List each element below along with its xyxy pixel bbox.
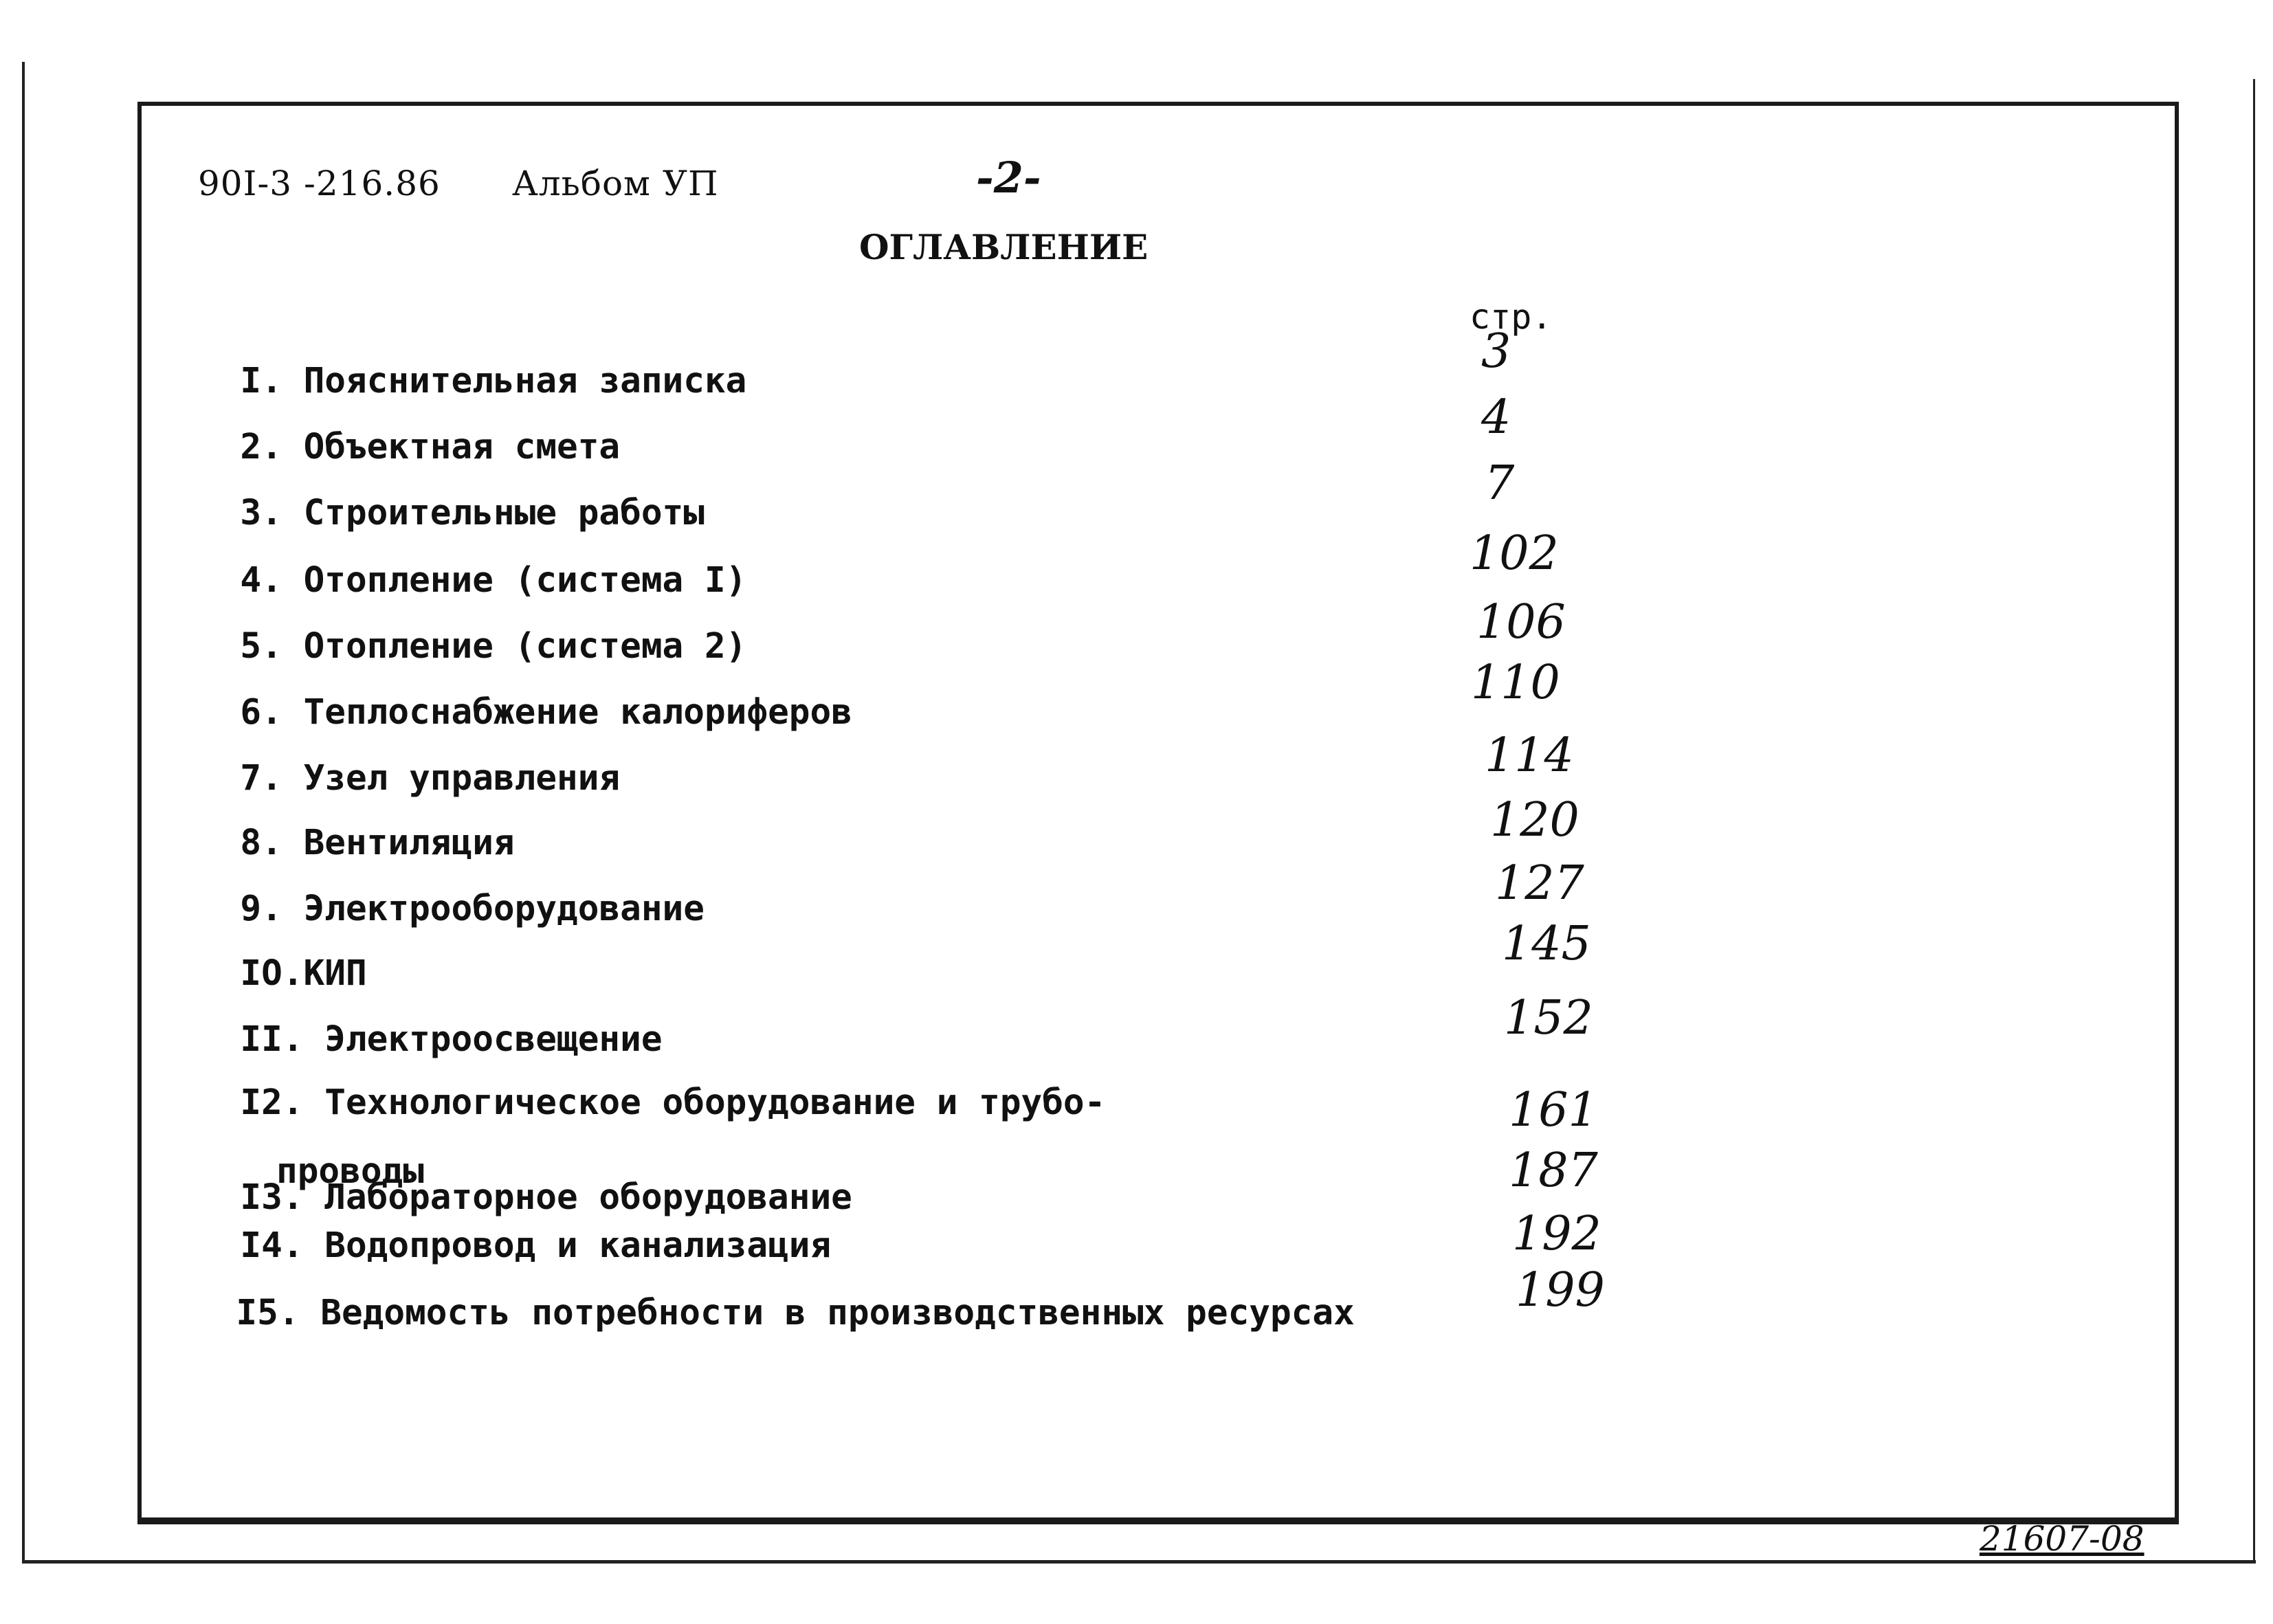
- entry-number: I.: [240, 361, 282, 401]
- entry-title: Пояснительная записка: [303, 361, 747, 401]
- entry-title: Объектная смета: [303, 427, 621, 467]
- entry-number: I3.: [240, 1177, 304, 1218]
- toc-title: ОГЛАВЛЕНИЕ: [859, 227, 1149, 267]
- entry-title: КИП: [303, 953, 367, 994]
- entry-page: 187: [1509, 1144, 1598, 1198]
- entry-title: Строительные работы: [303, 493, 705, 533]
- entry-page: 102: [1470, 526, 1559, 581]
- entry-title: Лабораторное оборудование: [324, 1177, 852, 1218]
- entry-number: 5.: [240, 626, 282, 667]
- entry-number: 4.: [240, 560, 282, 601]
- entry-page: 192: [1512, 1207, 1601, 1261]
- entry-number: IO.: [240, 953, 304, 994]
- page-number: -2-: [976, 153, 1041, 203]
- entry-number: I2.: [240, 1082, 304, 1123]
- entry-number: 3.: [240, 493, 282, 533]
- toc-entry: [198, 922, 367, 994]
- toc-entry: [198, 462, 705, 531]
- entry-number: 2.: [240, 427, 282, 467]
- entry-page: 161: [1509, 1083, 1598, 1137]
- toc-entry: [198, 988, 663, 1060]
- entry-number: 9.: [240, 889, 282, 929]
- entry-page: 114: [1485, 728, 1574, 783]
- entry-title: Технологическое оборудование и трубо-: [324, 1082, 1106, 1123]
- toc-entry: [198, 792, 515, 863]
- entry-title: Электрооборудование: [303, 889, 705, 929]
- entry-title: Электроосвещение: [324, 1019, 663, 1060]
- entry-number: I5.: [236, 1293, 300, 1333]
- entry-number: I4.: [240, 1225, 304, 1266]
- entry-page: 120: [1490, 793, 1579, 847]
- entry-page: 127: [1495, 856, 1584, 911]
- entry-page: 106: [1476, 595, 1566, 649]
- entry-page: 4: [1481, 390, 1511, 445]
- entry-title: Ведомость потребности в производственных ресурсах: [320, 1293, 1355, 1333]
- page-column-label: стр.: [1470, 297, 1553, 337]
- toc-entry: [198, 858, 705, 929]
- entry-title: Теплоснабжение калориферов: [303, 692, 852, 733]
- entry-number: II.: [240, 1019, 304, 1060]
- entry-number: 8.: [240, 823, 282, 863]
- toc-entry: [198, 661, 852, 733]
- entry-number: 6.: [240, 692, 282, 733]
- toc-entry: [198, 595, 747, 667]
- entry-title: Отопление (система 2): [303, 626, 747, 667]
- entry-page: 7: [1485, 456, 1515, 511]
- sheet-left-edge: [22, 62, 25, 1564]
- entry-title: Вентиляция: [303, 823, 515, 863]
- entry-title: Отопление (система I): [303, 560, 747, 601]
- entry-page: 3: [1481, 324, 1511, 379]
- entry-title: Водопровод и канализация: [324, 1225, 832, 1266]
- entry-title: Узел управления: [303, 758, 621, 799]
- entry-title-continued: проводы: [276, 1151, 424, 1192]
- footer-code: 21607-08: [1980, 1519, 2144, 1559]
- entry-number: 7.: [240, 758, 282, 799]
- document-code: 90I-3 -216.86: [198, 164, 441, 203]
- toc-entry: [198, 529, 747, 601]
- sheet-bottom-edge: [22, 1560, 2256, 1564]
- entry-page: 110: [1471, 656, 1560, 710]
- toc-entry: [198, 1194, 832, 1266]
- toc-entry: [194, 1262, 1355, 1331]
- entry-page: 145: [1502, 917, 1591, 971]
- toc-entry: [198, 330, 746, 399]
- album-label: Альбом УП: [512, 164, 719, 203]
- toc-entry: [198, 727, 621, 799]
- entry-page: 152: [1504, 991, 1593, 1045]
- sheet-right-edge: [2253, 79, 2255, 1564]
- entry-page: 199: [1516, 1263, 1605, 1317]
- toc-entry: [198, 396, 620, 465]
